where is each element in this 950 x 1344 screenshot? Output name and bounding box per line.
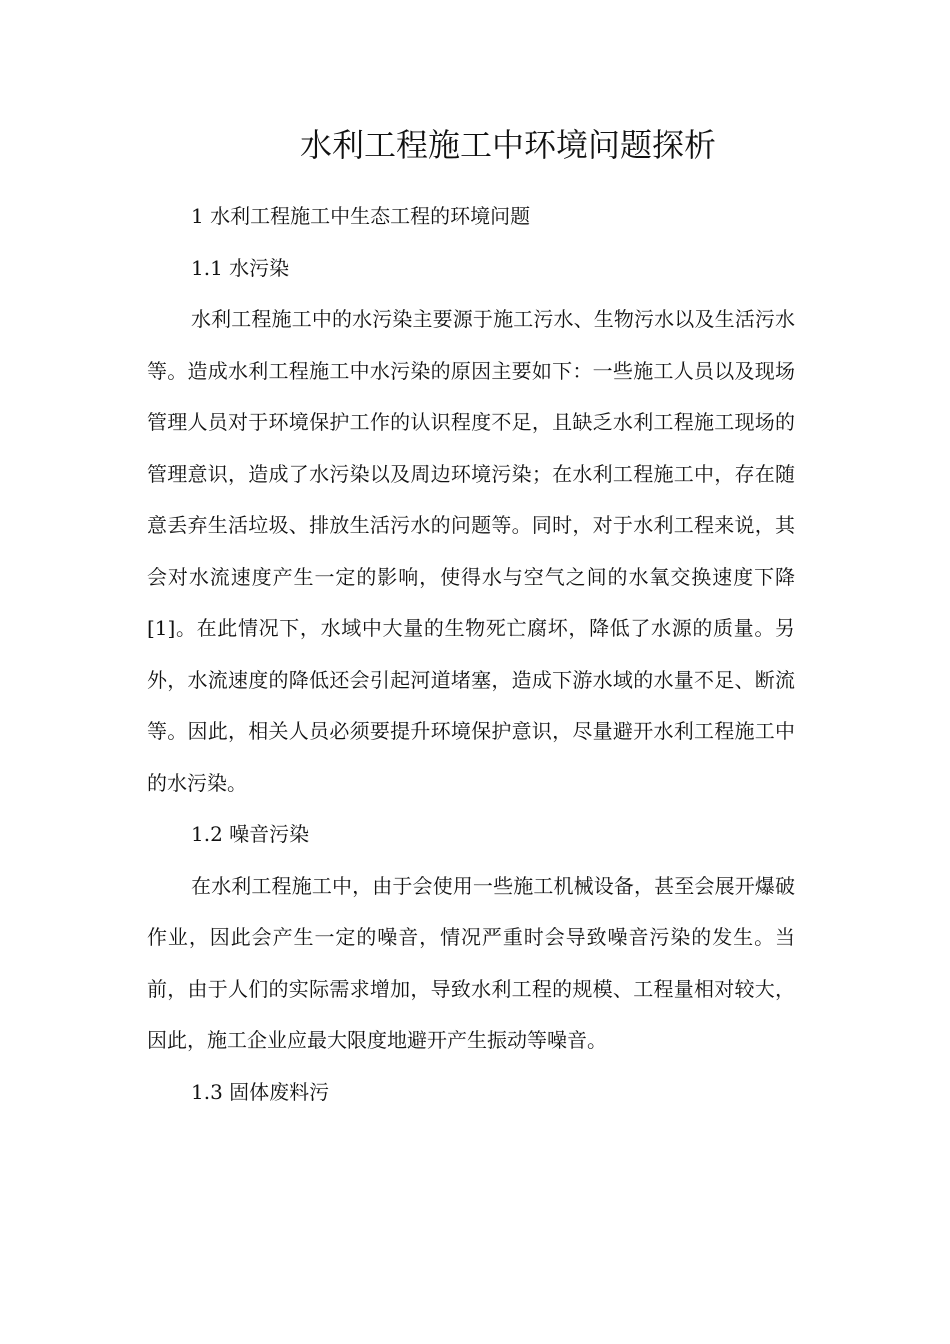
section-1-2-heading: 1.2 噪音污染 [191,822,310,846]
section-1-2-paragraph: 在水利工程施工中，由于会使用一些施工机械设备，甚至会展开爆破作业，因此会产生一定的噪音，情况严重时会导致噪音污染的发生。当前，由于人们的实际需求增加，导致水利工程的规模、工程量相对较大，因此，施工企业应最大限度地避开产生振动等噪音。 [147,873,795,1052]
section-1-3-heading: 1.3 固体废料污 [191,1079,330,1104]
document-title: 水利工程施工中环境问题探析 [299,126,716,164]
section-1-1-paragraph: 水利工程施工中的水污染主要源于施工污水、生物污水以及生活污水等。造成水利工程施工中水污染的原因主要如下：一些施工人员以及现场管理人员对于环境保护工作的认识程度不足，且缺乏水利工程施工现场的管理意识，造成了水污染以及周边环境污染；在水利工程施工中，存在随意丢弃生活垃圾、排放生活污水的问题等。同时，对于水利工程来说，其会对水流速度产生一定的影响，使得水与空气之间的水氧交换速度下降[1]。在此情况下，水域中大量的生物死亡腐坏，降低了水源的质量。另外，水流速度的降低还会引起河道堵塞，造成下游水域的水量不足、断流等。因此，相关人员必须要提升环境保护意识，尽量避开水利工程施工中的水污染。 [147,307,795,795]
document-body [147,191,795,1118]
section-1-1-heading: 1.1 水污染 [191,255,290,280]
section-1-heading: 1 水利工程施工中生态工程的环境问题 [191,204,531,228]
